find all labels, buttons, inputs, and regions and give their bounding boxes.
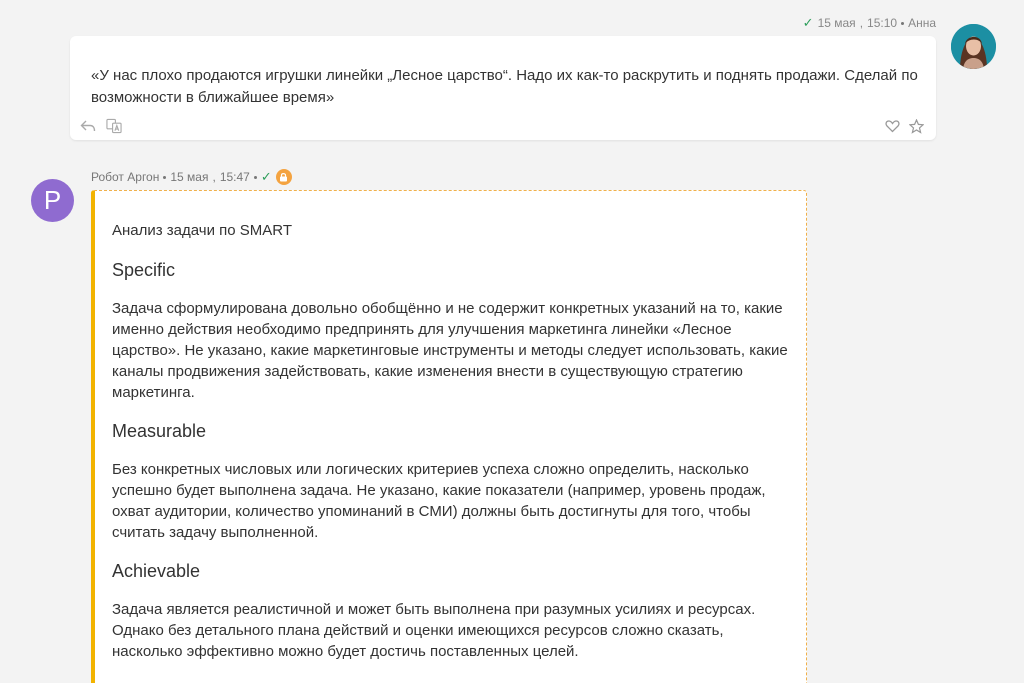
avatar-anna[interactable] — [951, 24, 996, 69]
message-1-bubble — [70, 36, 936, 140]
separator-dot — [254, 176, 257, 179]
section-text-achievable: Задача является реалистичной и может быть выполнена при разумных усилиях и ресурсах. Однако без детального плана действий и оценки имеющихся ресурсов сложно сказать, насколько эффективно можно будет достичь поставленных целей. — [112, 601, 756, 660]
separator-dot — [163, 176, 166, 179]
check-icon: ✓ — [260, 169, 272, 184]
message-1-text: «У нас плохо продаются игрушки линейки „Лесное царство“. Надо их как-то раскрутить и поднять продажи. Сделай по возможности в ближайшее время» — [91, 67, 918, 106]
reply-icon[interactable] — [80, 118, 96, 134]
message-1-author[interactable]: Анна — [908, 16, 936, 30]
avatar-letter: Р — [43, 185, 62, 215]
section-text-specific: Задача сформулирована довольно обобщённо и не содержит конкретных указаний на то, какие именно действия необходимо предпринять для улучшения маркетинга линейки «Лесное царство». Не указано, какие маркетинговые инструменты и методы следует использовать, какие каналы продвижения задействовать, какие изменения внести в существующую стратегию маркетинга. — [112, 300, 788, 401]
message-2-bubble — [91, 190, 807, 683]
separator-dot — [901, 22, 904, 25]
section-heading-measurable: Measurable — [112, 421, 207, 441]
message-2-date: 15 мая — [170, 170, 209, 184]
section-text-measurable: Без конкретных числовых или логических критериев успеха сложно определить, насколько успешно будет выполнена задача. Не указано, какие показатели (например, уровень продаж, охват аудитории, количество упоминаний в СМИ) должны быть достигнуты для того, чтобы считать задачу выполненной. — [112, 461, 766, 541]
lock-icon — [276, 169, 292, 185]
star-icon[interactable] — [908, 118, 924, 134]
message-1-meta: ✓ 15 мая , 15:10 Анна — [802, 15, 936, 30]
message-1-time: 15:10 — [867, 16, 898, 30]
section-heading-achievable: Achievable — [112, 561, 201, 581]
smart-analysis — [112, 220, 798, 679]
analysis-title: Анализ задачи по SMART — [112, 222, 293, 239]
message-2-meta: Робот Аргон 15 мая , 15:47 ✓ — [91, 169, 292, 185]
avatar-robot-argon[interactable] — [31, 179, 74, 222]
message-1-date: 15 мая — [817, 16, 856, 30]
check-icon: ✓ — [802, 15, 814, 30]
translate-icon[interactable] — [106, 118, 122, 134]
heart-icon[interactable] — [884, 118, 900, 134]
section-heading-specific: Specific — [112, 260, 176, 280]
message-2-time: 15:47 — [219, 170, 250, 184]
message-2-author[interactable]: Робот Аргон — [91, 170, 160, 184]
